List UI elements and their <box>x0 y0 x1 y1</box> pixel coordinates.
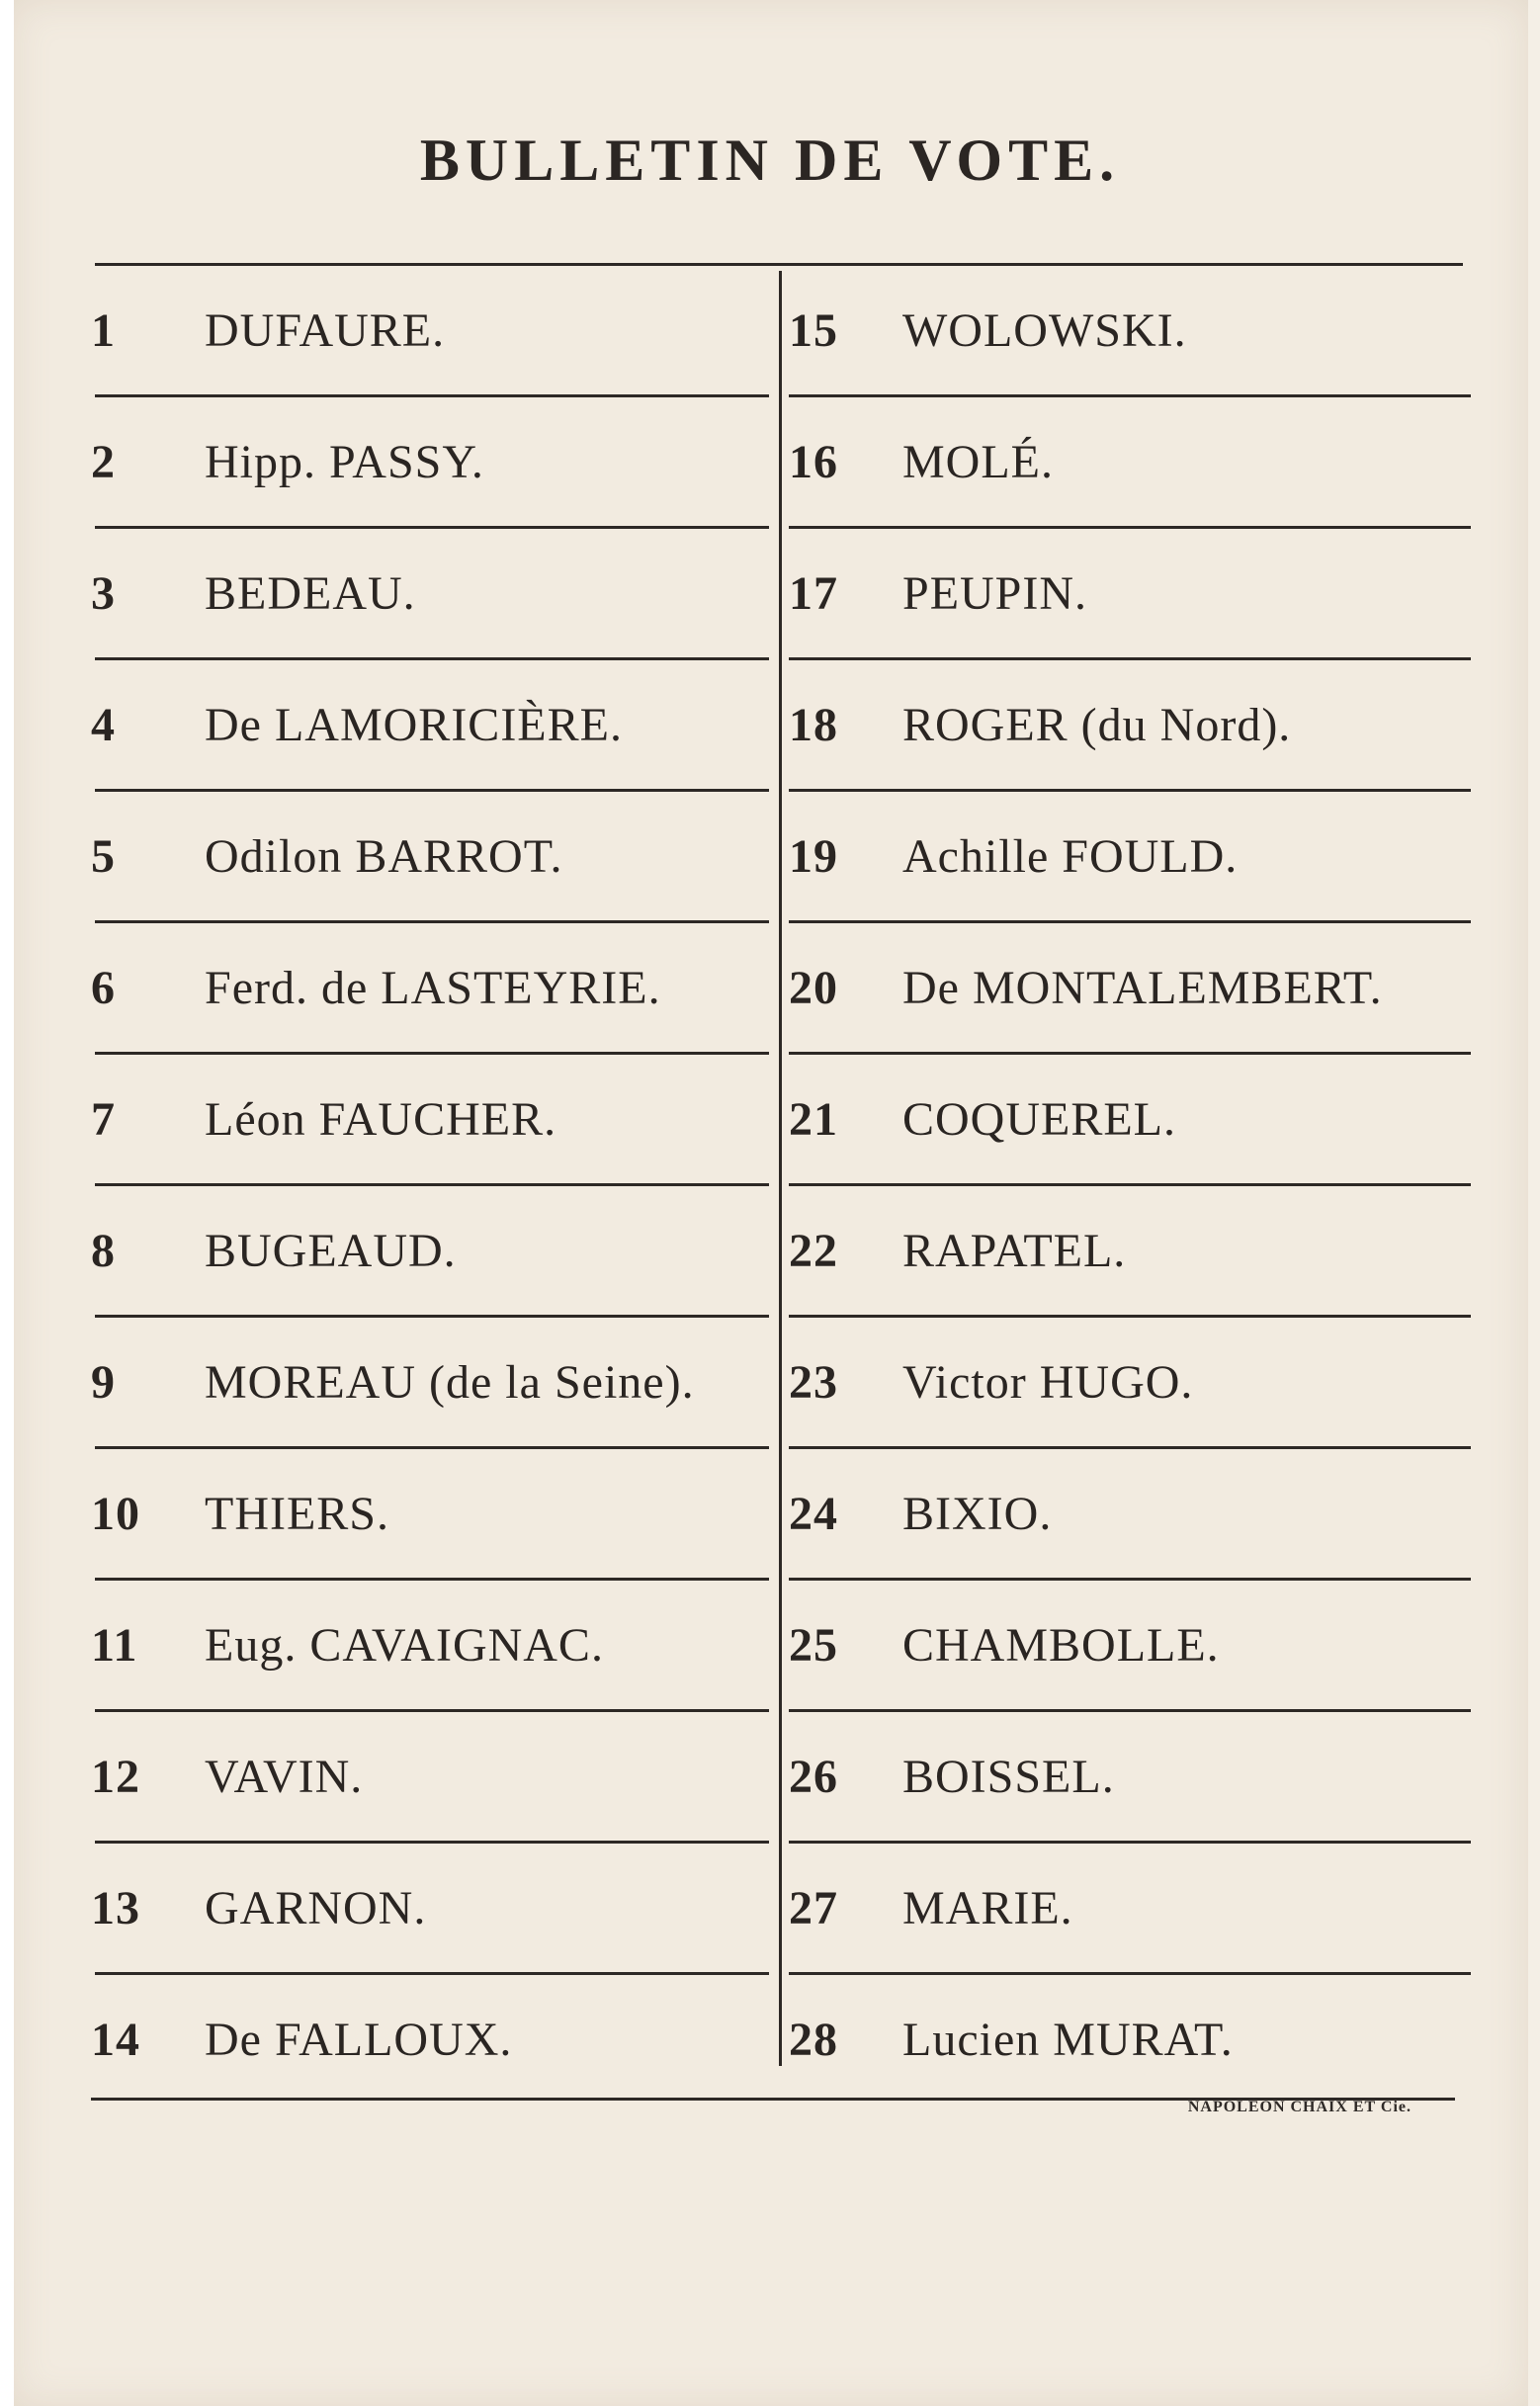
candidate-name: MARIE. <box>902 1881 1073 1934</box>
candidate-number: 3 <box>91 566 116 620</box>
candidate-number: 1 <box>91 303 116 357</box>
candidate-row <box>91 396 773 527</box>
candidate-row <box>789 1711 1471 1842</box>
candidate-row <box>789 1317 1471 1447</box>
candidate-row <box>789 922 1471 1053</box>
candidate-number: 4 <box>91 698 116 751</box>
candidate-row <box>91 659 773 790</box>
candidate-name: CHAMBOLLE. <box>902 1618 1220 1672</box>
candidate-number: 2 <box>91 435 116 488</box>
candidate-name: ROGER (du Nord). <box>902 698 1292 751</box>
candidate-row <box>789 396 1471 527</box>
candidate-name: De FALLOUX. <box>205 2013 513 2066</box>
candidate-name: BOISSEL. <box>902 1750 1115 1803</box>
ballot-title: BULLETIN DE VOTE. <box>419 128 1121 193</box>
candidate-name: COQUEREL. <box>902 1092 1176 1146</box>
candidate-name: Ferd. de LASTEYRIE. <box>205 961 661 1014</box>
candidate-number: 27 <box>789 1881 838 1934</box>
candidate-row <box>91 1843 773 1973</box>
candidate-row <box>91 1317 773 1447</box>
candidate-row <box>91 528 773 658</box>
candidate-name: Odilon BARROT. <box>205 829 563 883</box>
candidate-number: 22 <box>789 1224 838 1277</box>
candidate-number: 6 <box>91 961 116 1014</box>
paper-edge <box>0 0 14 2406</box>
candidate-name: VAVIN. <box>205 1750 364 1803</box>
candidate-name: MOREAU (de la Seine). <box>205 1355 695 1409</box>
candidate-number: 8 <box>91 1224 116 1277</box>
candidate-row <box>91 1580 773 1710</box>
candidate-number: 28 <box>789 2013 838 2066</box>
candidate-name: PEUPIN. <box>902 566 1088 620</box>
candidate-name: GARNON. <box>205 1881 427 1934</box>
candidate-row <box>91 1974 773 2105</box>
candidate-number: 10 <box>91 1487 140 1540</box>
candidate-row <box>91 1054 773 1184</box>
candidate-number: 16 <box>789 435 838 488</box>
candidate-number: 15 <box>789 303 838 357</box>
candidate-number: 11 <box>91 1618 138 1672</box>
candidate-row <box>789 1054 1471 1184</box>
candidate-number: 20 <box>789 961 838 1014</box>
candidate-name: BEDEAU. <box>205 566 416 620</box>
candidate-row <box>789 1843 1471 1973</box>
candidate-row <box>789 1448 1471 1579</box>
candidate-number: 23 <box>789 1355 838 1409</box>
candidate-name: RAPATEL. <box>902 1224 1127 1277</box>
candidate-number: 17 <box>789 566 838 620</box>
candidate-row <box>789 1580 1471 1710</box>
candidate-name: Hipp. PASSY. <box>205 435 484 488</box>
candidate-row <box>789 1185 1471 1316</box>
candidate-name: Lucien MURAT. <box>902 2013 1234 2066</box>
candidate-row <box>789 265 1471 395</box>
candidate-number: 7 <box>91 1092 116 1146</box>
candidate-name: MOLÉ. <box>902 435 1054 488</box>
candidate-name: BIXIO. <box>902 1487 1053 1540</box>
candidate-name: Eug. CAVAIGNAC. <box>205 1618 604 1672</box>
candidate-row <box>91 1448 773 1579</box>
candidate-row <box>91 1711 773 1842</box>
candidate-number: 12 <box>91 1750 140 1803</box>
candidate-number: 14 <box>91 2013 140 2066</box>
candidate-number: 9 <box>91 1355 116 1409</box>
candidate-row <box>789 528 1471 658</box>
candidate-name: Victor HUGO. <box>902 1355 1194 1409</box>
candidate-row <box>91 1185 773 1316</box>
candidate-name: Léon FAUCHER. <box>205 1092 557 1146</box>
candidate-row <box>91 265 773 395</box>
candidate-row <box>91 791 773 921</box>
candidate-name: Achille FOULD. <box>902 829 1239 883</box>
candidate-number: 21 <box>789 1092 838 1146</box>
candidate-name: BUGEAUD. <box>205 1224 457 1277</box>
candidate-number: 26 <box>789 1750 838 1803</box>
candidate-name: DUFAURE. <box>205 303 446 357</box>
candidate-number: 24 <box>789 1487 838 1540</box>
candidate-row <box>91 922 773 1053</box>
candidate-number: 13 <box>91 1881 140 1934</box>
candidate-number: 25 <box>789 1618 838 1672</box>
candidate-row <box>789 1974 1471 2105</box>
candidate-name: THIERS. <box>205 1487 389 1540</box>
candidate-number: 18 <box>789 698 838 751</box>
candidate-name: De LAMORICIÈRE. <box>205 698 623 751</box>
candidate-name: De MONTALEMBERT. <box>902 961 1383 1014</box>
candidate-row <box>789 791 1471 921</box>
printer-imprint: NAPOLÉON CHAIX ET Cie. <box>1187 2099 1412 2115</box>
candidate-number: 19 <box>789 829 838 883</box>
candidate-number: 5 <box>91 829 116 883</box>
candidate-name: WOLOWSKI. <box>902 303 1187 357</box>
column-divider <box>779 271 782 2066</box>
candidate-row <box>789 659 1471 790</box>
